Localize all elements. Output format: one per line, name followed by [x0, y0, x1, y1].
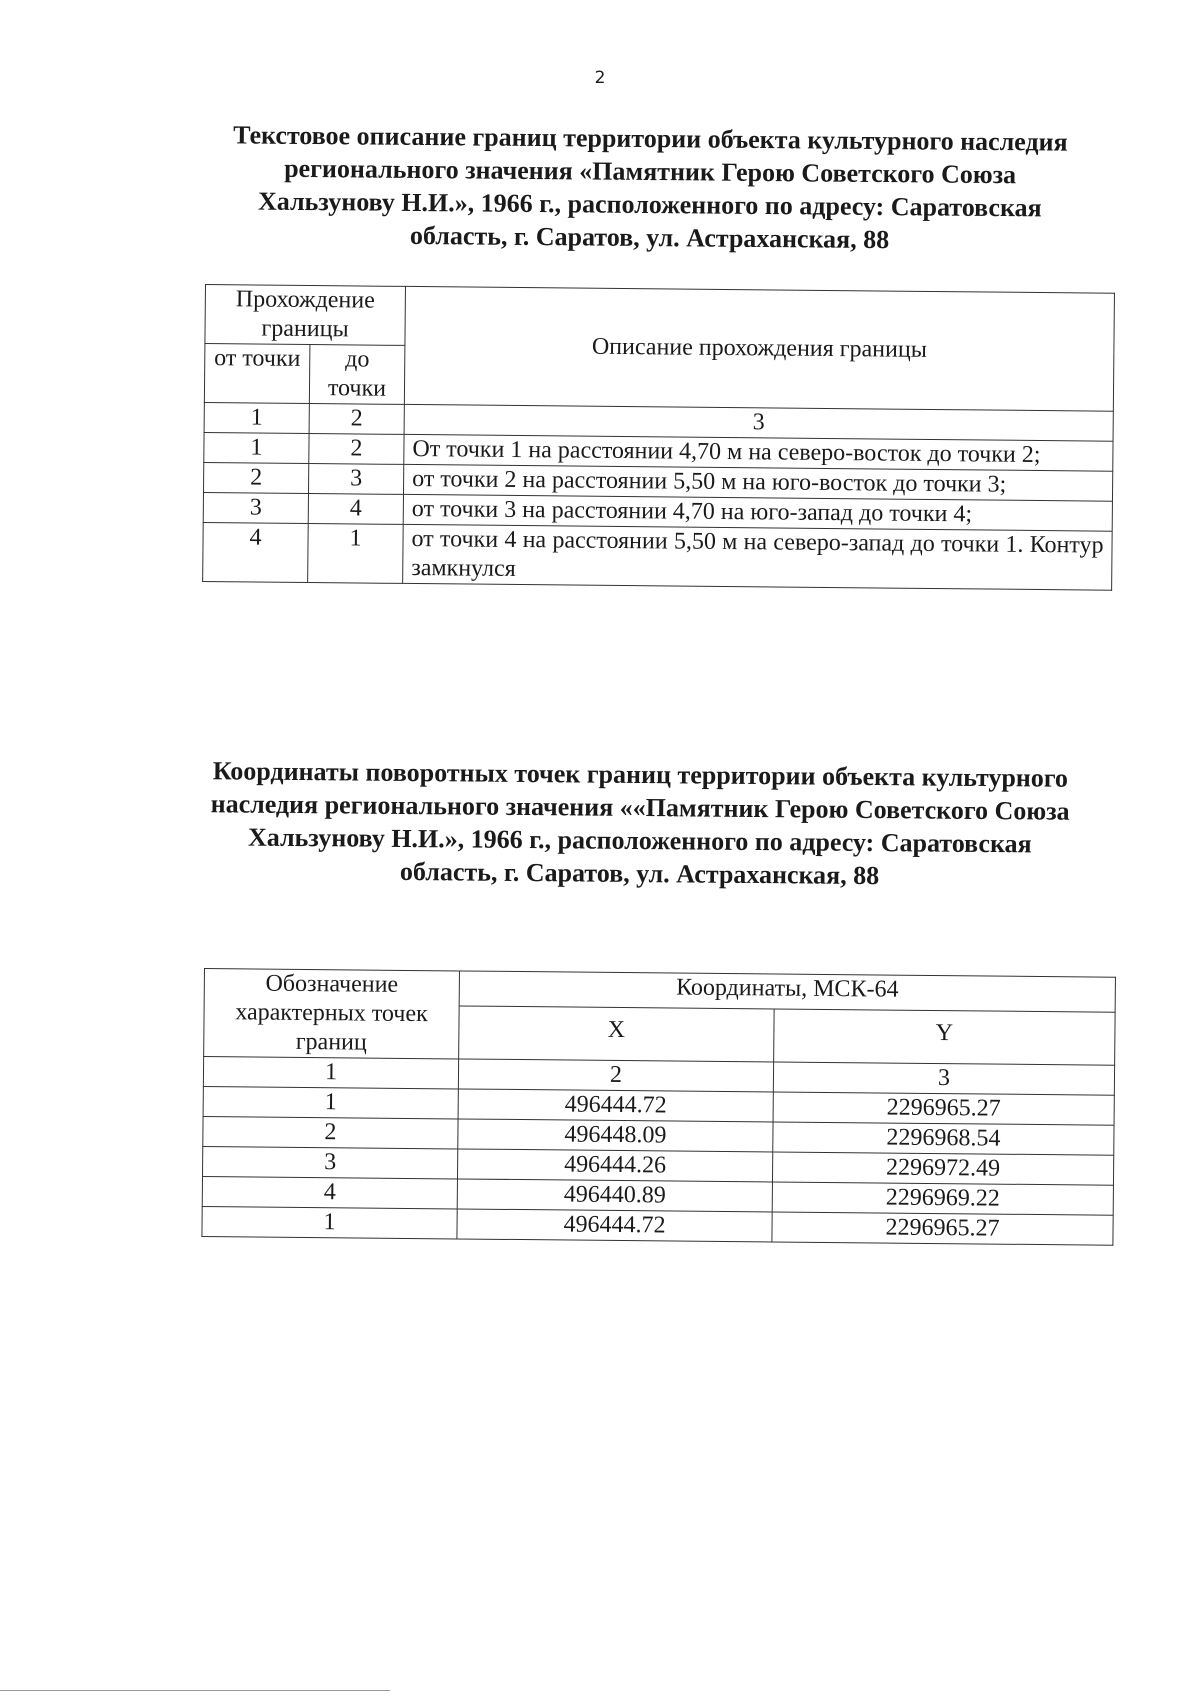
boundary-segment-description: от точки 2 на расстоянии 5,50 м на юго-восток до точки 3;: [403, 464, 1112, 501]
page-number: 2: [594, 68, 606, 88]
boundary-segment-description: от точки 4 на расстоянии 5,50 м на северо-запад до точки 1. Контур замкнулся: [403, 524, 1113, 590]
boundary-segment-description: От точки 1 на расстоянии 4,70 м на северо-восток до точки 2;: [404, 434, 1113, 471]
to-point: 2: [309, 434, 404, 465]
coordinate-x: 496448.09: [458, 1119, 773, 1152]
coordinate-y: 2296968.54: [773, 1122, 1114, 1155]
title-line: область, г. Саратов, ул. Астраханская, 88: [399, 856, 880, 891]
title-line: Хальзунову Н.И.», 1966 г., расположенного по адресу: Саратовская: [247, 822, 1032, 859]
point-id: 1: [203, 1086, 458, 1118]
table-header-row: [205, 285, 1115, 353]
column-number: 2: [458, 1059, 773, 1092]
coordinate-y: 2296965.27: [773, 1092, 1114, 1125]
coordinate-y: 2296969.22: [772, 1182, 1113, 1215]
coordinates-title: [159, 754, 1120, 894]
table-header-row: [204, 969, 1115, 1012]
header-x: X: [459, 1006, 774, 1062]
to-point: 1: [308, 524, 404, 584]
from-point: 4: [203, 522, 309, 582]
point-id: 4: [202, 1176, 457, 1208]
header-y: Y: [774, 1009, 1115, 1066]
scan-edge-line: [0, 1690, 390, 1691]
boundary-segment-description: от точки 3 на расстоянии 4,70 на юго-запад до точки 4;: [403, 494, 1112, 531]
title-line: Координаты поворотных точек границ территории объекта культурного: [212, 756, 1069, 793]
from-point: 3: [203, 492, 308, 523]
column-number: 3: [773, 1062, 1114, 1095]
coordinate-x: 496444.72: [457, 1209, 772, 1242]
column-number: 2: [309, 404, 404, 435]
coordinate-y: 2296972.49: [772, 1152, 1113, 1185]
table-row: [203, 522, 1113, 590]
coordinate-x: 496440.89: [457, 1179, 772, 1212]
to-point: 3: [308, 464, 403, 495]
title-line: регионального значения «Памятник Герою Советского Союза: [284, 153, 1017, 190]
point-id: 2: [203, 1116, 458, 1148]
column-number: 3: [404, 404, 1113, 441]
header-to-point: до точки: [309, 345, 405, 405]
title-line: область, г. Саратов, ул. Астраханская, 88: [409, 220, 890, 255]
title-line: Хальзунову Н.И.», 1966 г., расположенного по адресу: Саратовская: [257, 186, 1042, 223]
from-point: 2: [203, 462, 308, 493]
title-line: наследия регионального значения ««Памятник Герою Советского Союза: [210, 789, 1070, 826]
header-point-designation: Обозначение характерных точек границ: [204, 969, 460, 1059]
coordinates-table: [201, 968, 1116, 1246]
point-id: 3: [202, 1146, 457, 1178]
title-line: Текстовое описание границ территории объекта культурного наследия: [233, 120, 1068, 157]
header-boundary-description: Описание прохождения границы: [404, 286, 1114, 411]
coordinate-x: 496444.72: [458, 1089, 773, 1122]
header-coordinates: Координаты, МСК-64: [459, 971, 1115, 1012]
coordinate-x: 496444.26: [457, 1149, 772, 1182]
column-number: 1: [204, 402, 309, 433]
header-from-point: от точки: [204, 344, 310, 404]
from-point: 1: [204, 432, 309, 463]
boundary-description-table: [202, 284, 1115, 591]
column-number: 1: [203, 1057, 458, 1089]
to-point: 4: [308, 494, 403, 525]
header-boundary-passage: Прохождение границы: [205, 285, 406, 346]
point-id: 1: [202, 1206, 457, 1238]
coordinate-y: 2296965.27: [772, 1212, 1113, 1245]
boundary-description-title: [169, 118, 1130, 258]
